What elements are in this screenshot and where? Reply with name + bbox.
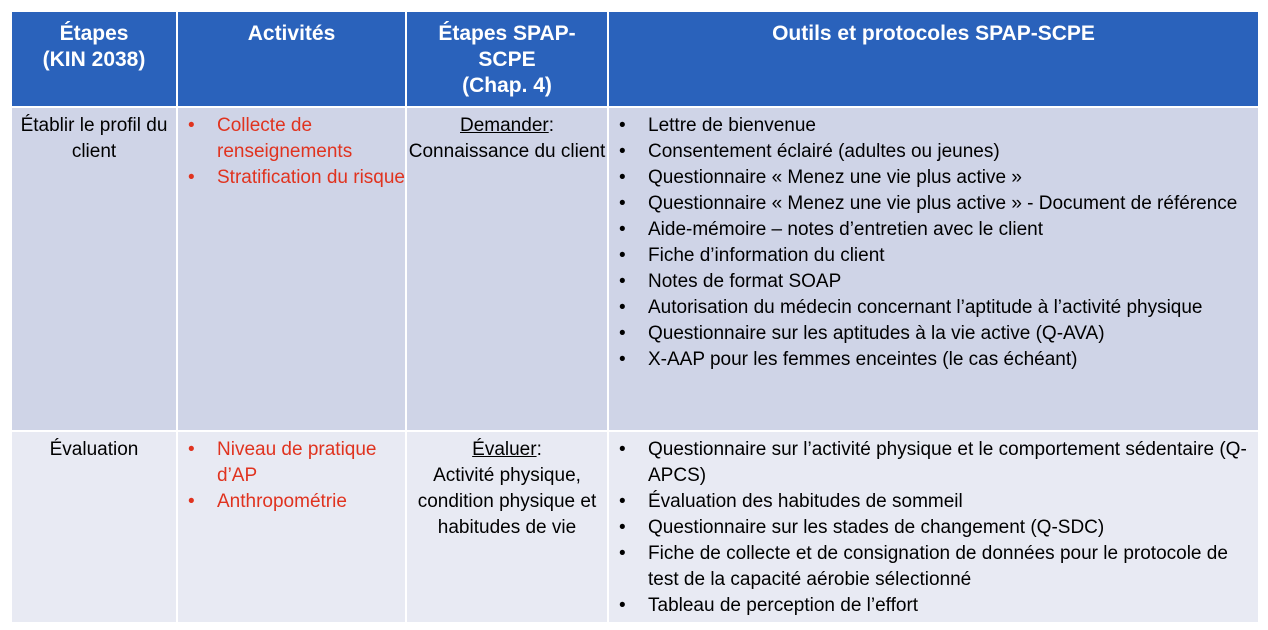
spap-label: Demander bbox=[460, 115, 549, 136]
bullet-icon: • bbox=[619, 271, 626, 292]
bullet-icon: • bbox=[188, 167, 195, 188]
list-item bbox=[609, 139, 1258, 165]
tools-list bbox=[609, 113, 1258, 373]
tool-text: Questionnaire « Menez une vie plus active » bbox=[648, 167, 1022, 188]
list-item bbox=[609, 321, 1258, 347]
bullet-icon: • bbox=[619, 491, 626, 512]
activities-cell bbox=[177, 431, 406, 623]
activities-cell bbox=[177, 107, 406, 431]
tool-text: Fiche d’information du client bbox=[648, 245, 885, 266]
spap-table bbox=[10, 10, 1260, 624]
bullet-icon: • bbox=[188, 491, 195, 512]
tool-text: Questionnaire « Menez une vie plus active » - Document de référence bbox=[648, 193, 1238, 214]
header-outils bbox=[608, 11, 1259, 107]
header-text: SCPE bbox=[478, 48, 536, 71]
list-item bbox=[609, 347, 1258, 373]
spap-text: Activité physique, condition physique et habitudes de vie bbox=[417, 465, 597, 538]
list-item bbox=[609, 243, 1258, 269]
step-text: Évaluation bbox=[49, 439, 139, 460]
header-text: Outils et protocoles SPAP-SCPE bbox=[772, 22, 1095, 45]
bullet-icon: • bbox=[619, 543, 626, 564]
list-item bbox=[609, 437, 1258, 489]
tools-cell bbox=[608, 107, 1259, 431]
table-row bbox=[11, 107, 1259, 431]
bullet-icon: • bbox=[619, 349, 626, 370]
activities-list bbox=[178, 113, 405, 191]
spap-text: Connaissance du client bbox=[408, 141, 606, 162]
activity-text: Stratification du risque bbox=[217, 167, 405, 188]
list-item bbox=[178, 489, 405, 515]
bullet-icon: • bbox=[619, 323, 626, 344]
header-text: Étapes SPAP- bbox=[438, 22, 576, 45]
header-text: (Chap. 4) bbox=[462, 74, 552, 97]
spap-cell: Demander: Connaissance du client bbox=[406, 107, 608, 431]
list-item bbox=[609, 295, 1258, 321]
bullet-icon: • bbox=[619, 167, 626, 188]
list-item bbox=[609, 541, 1258, 593]
bullet-icon: • bbox=[188, 439, 195, 460]
tool-text: Notes de format SOAP bbox=[648, 271, 842, 292]
header-row bbox=[11, 11, 1259, 107]
tool-text: Questionnaire sur l’activité physique et le comportement sédentaire (Q-APCS) bbox=[648, 439, 1247, 486]
header-etapes bbox=[11, 11, 177, 107]
bullet-icon: • bbox=[619, 219, 626, 240]
list-item bbox=[178, 165, 405, 191]
activities-list bbox=[178, 437, 405, 515]
tool-text: X-AAP pour les femmes enceintes (le cas échéant) bbox=[648, 349, 1078, 370]
tool-text: Évaluation des habitudes de sommeil bbox=[648, 491, 963, 512]
list-item bbox=[609, 191, 1258, 217]
bullet-icon: • bbox=[619, 141, 626, 162]
tool-text: Questionnaire sur les aptitudes à la vie active (Q-AVA) bbox=[648, 323, 1105, 344]
list-item bbox=[609, 593, 1258, 619]
list-item bbox=[609, 113, 1258, 139]
list-item bbox=[609, 269, 1258, 295]
bullet-icon: • bbox=[619, 439, 626, 460]
step-cell bbox=[11, 431, 177, 623]
activity-text: Collecte de renseignements bbox=[217, 115, 353, 162]
bullet-icon: • bbox=[619, 517, 626, 538]
header-etapes-spap bbox=[406, 11, 608, 107]
activity-text: Niveau de pratique d’AP bbox=[217, 439, 377, 486]
tool-text: Questionnaire sur les stades de changement (Q-SDC) bbox=[648, 517, 1105, 538]
activity-text: Anthropométrie bbox=[217, 491, 347, 512]
tools-cell bbox=[608, 431, 1259, 623]
spap-label: Évaluer bbox=[472, 439, 537, 460]
list-item bbox=[609, 489, 1258, 515]
list-item bbox=[609, 165, 1258, 191]
spap-cell: Évaluer: Activité physique, condition physique et habitudes de vie bbox=[406, 431, 608, 623]
header-text: (KIN 2038) bbox=[42, 48, 146, 71]
list-item bbox=[178, 113, 405, 165]
tool-text: Fiche de collecte et de consignation de données pour le protocole de test de la capacité aérobie sélectionné bbox=[648, 543, 1228, 590]
tool-text: Tableau de perception de l’effort bbox=[648, 595, 919, 616]
bullet-icon: • bbox=[619, 595, 626, 616]
bullet-icon: • bbox=[619, 193, 626, 214]
list-item bbox=[609, 515, 1258, 541]
step-cell bbox=[11, 107, 177, 431]
bullet-icon: • bbox=[619, 245, 626, 266]
tool-text: Consentement éclairé (adultes ou jeunes) bbox=[648, 141, 1000, 162]
tools-list bbox=[609, 437, 1258, 619]
header-text: Étapes bbox=[59, 22, 129, 45]
bullet-icon: • bbox=[188, 115, 195, 136]
tool-text: Autorisation du médecin concernant l’aptitude à l’activité physique bbox=[648, 297, 1203, 318]
tool-text: Lettre de bienvenue bbox=[648, 115, 816, 136]
header-text: Activités bbox=[247, 22, 336, 45]
step-text: Établir le profil du client bbox=[20, 115, 168, 162]
list-item bbox=[178, 437, 405, 489]
table-row bbox=[11, 431, 1259, 623]
list-item bbox=[609, 217, 1258, 243]
bullet-icon: • bbox=[619, 297, 626, 318]
bullet-icon: • bbox=[619, 115, 626, 136]
header-activites bbox=[177, 11, 406, 107]
tool-text: Aide-mémoire – notes d’entretien avec le client bbox=[648, 219, 1043, 240]
